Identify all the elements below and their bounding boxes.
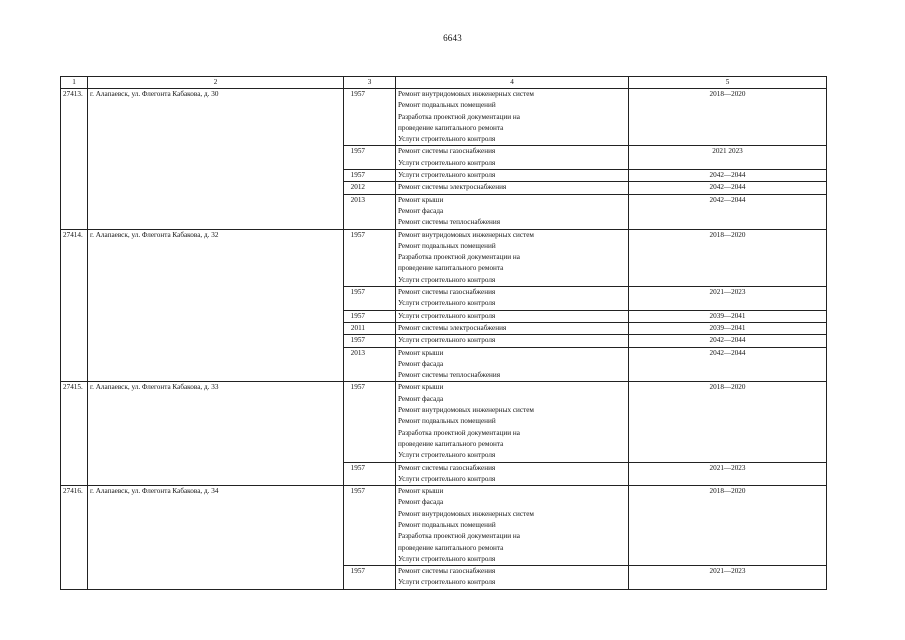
house-number: 27414.: [61, 229, 88, 382]
construction-year: 1957: [344, 335, 396, 347]
repair-work-item: Ремонт фасада: [398, 206, 444, 215]
repair-works: [396, 89, 629, 146]
repair-work-item: Ремонт внутридомовых инженерных систем: [398, 90, 534, 98]
repair-work-item: Ремонт системы газоснабжения: [398, 288, 496, 297]
repair-work-item: Услуги строительного контроля: [398, 299, 496, 308]
repair-period: 2021—2023: [629, 287, 827, 311]
repair-works: [396, 194, 629, 229]
column-number-row: [61, 77, 827, 89]
repair-work-item: Ремонт подвальных помещений: [398, 101, 496, 110]
construction-year: 2013: [344, 194, 396, 229]
table-row: [61, 382, 827, 462]
column-header: 2: [88, 77, 344, 89]
construction-year: 2012: [344, 182, 396, 194]
table-row: [61, 89, 827, 146]
repair-work-item: Ремонт внутридомовых инженерных систем: [398, 230, 534, 239]
construction-year: 1957: [344, 146, 396, 170]
construction-year: 1957: [344, 310, 396, 322]
repair-work-item: Услуги строительного контроля: [398, 554, 496, 563]
repair-work-item: проведение капитального ремонта: [398, 543, 504, 552]
construction-year: 1957: [344, 462, 396, 486]
house-number: 27416.: [61, 486, 88, 590]
repair-period: 2042—2044: [629, 170, 827, 182]
repair-work-item: проведение капитального ремонта: [398, 264, 504, 273]
repair-work-item: Ремонт внутридомовых инженерных систем: [398, 509, 534, 518]
repair-works: [396, 335, 629, 347]
repair-work-item: Разработка проектной документации на: [398, 532, 520, 541]
repair-work-item: Ремонт фасада: [398, 394, 444, 403]
repair-work-item: Ремонт системы газоснабжения: [398, 147, 496, 156]
column-header: 5: [629, 77, 827, 89]
repair-work-item: проведение капитального ремонта: [398, 439, 504, 448]
repair-works: [396, 170, 629, 182]
page-number: 6643: [443, 33, 462, 43]
table-row: [61, 229, 827, 286]
house-number: 27413.: [61, 89, 88, 230]
repair-work-item: Ремонт фасада: [398, 359, 444, 368]
repair-works: [396, 486, 629, 566]
repair-work-item: Ремонт системы газоснабжения: [398, 463, 496, 472]
repair-work-item: Ремонт подвальных помещений: [398, 417, 496, 426]
construction-year: 1957: [344, 287, 396, 311]
repair-period: 2018—2020: [629, 89, 827, 146]
repair-work-item: Ремонт крыши: [398, 348, 444, 357]
construction-year: 1957: [344, 170, 396, 182]
repair-work-item: Ремонт системы электроснабжения: [398, 323, 507, 332]
repair-period: 2042—2044: [629, 194, 827, 229]
repair-period: 2018—2020: [629, 229, 827, 286]
repair-period: 2042—2044: [629, 335, 827, 347]
repair-period: 2042—2044: [629, 182, 827, 194]
repair-work-item: Ремонт системы газоснабжения: [398, 567, 496, 576]
construction-year: 1957: [344, 229, 396, 286]
repair-works: [396, 566, 629, 590]
construction-year: 1957: [344, 382, 396, 462]
repair-work-item: Услуги строительного контроля: [398, 171, 496, 180]
repair-work-item: Разработка проектной документации на: [398, 253, 520, 262]
house-number: 27415.: [61, 382, 88, 486]
repair-works: [396, 287, 629, 311]
repair-work-item: Ремонт крыши: [398, 383, 444, 392]
repair-work-item: Ремонт фасада: [398, 498, 444, 507]
repair-work-item: Ремонт системы электроснабжения: [398, 183, 507, 192]
repair-period: 2018—2020: [629, 382, 827, 462]
repair-work-item: Ремонт системы теплоснабжения: [398, 218, 501, 227]
house-address: г. Алапаевск, ул. Флегонта Кабакова, д. 33: [88, 382, 344, 486]
repair-period: 2039—2041: [629, 310, 827, 322]
construction-year: 1957: [344, 566, 396, 590]
repair-work-item: Ремонт системы теплоснабжения: [398, 371, 501, 380]
repair-work-item: Разработка проектной документации на: [398, 428, 520, 437]
column-header: 4: [396, 77, 629, 89]
repair-works: [396, 182, 629, 194]
column-header: 1: [61, 77, 88, 89]
repair-works: [396, 382, 629, 462]
repair-work-item: Услуги строительного контроля: [398, 336, 496, 345]
repair-work-item: Ремонт подвальных помещений: [398, 520, 496, 529]
repair-work-item: Услуги строительного контроля: [398, 578, 496, 587]
repair-works: [396, 462, 629, 486]
house-address: г. Алапаевск, ул. Флегонта Кабакова, д. 34: [88, 486, 344, 590]
capital-repair-table: [60, 76, 827, 590]
repair-work-item: Разработка проектной документации на: [398, 112, 520, 121]
repair-period: 2042—2044: [629, 347, 827, 382]
repair-period: 2021—2023: [629, 566, 827, 590]
repair-work-item: Услуги строительного контроля: [398, 158, 496, 167]
construction-year: 2011: [344, 322, 396, 334]
repair-works: [396, 322, 629, 334]
repair-work-item: Услуги строительного контроля: [398, 311, 496, 320]
repair-period: 2039—2041: [629, 322, 827, 334]
construction-year: 2013: [344, 347, 396, 382]
repair-work-item: Услуги строительного контроля: [398, 451, 496, 460]
repair-works: [396, 310, 629, 322]
repair-work-item: Услуги строительного контроля: [398, 275, 496, 284]
house-address: г. Алапаевск, ул. Флегонта Кабакова, д. 32: [88, 229, 344, 382]
repair-period: 2018—2020: [629, 486, 827, 566]
repair-work-item: Услуги строительного контроля: [398, 135, 496, 144]
repair-works: [396, 229, 629, 286]
table-row: [61, 486, 827, 566]
repair-works: [396, 146, 629, 170]
column-header: 3: [344, 77, 396, 89]
house-address: г. Алапаевск, ул. Флегонта Кабакова, д. 30: [88, 89, 344, 230]
repair-period: 2021—2023: [629, 462, 827, 486]
construction-year: 1957: [344, 486, 396, 566]
repair-work-item: Услуги строительного контроля: [398, 474, 496, 483]
repair-work-item: Ремонт внутридомовых инженерных систем: [398, 406, 534, 415]
repair-work-item: Ремонт крыши: [398, 487, 444, 496]
repair-period: 2021 2023: [629, 146, 827, 170]
repair-work-item: проведение капитального ремонта: [398, 123, 504, 132]
repair-work-item: Ремонт подвальных помещений: [398, 241, 496, 250]
construction-year: 1957: [344, 89, 396, 146]
repair-works: [396, 347, 629, 382]
table-body: [61, 89, 827, 590]
repair-work-item: Ремонт крыши: [398, 195, 444, 204]
